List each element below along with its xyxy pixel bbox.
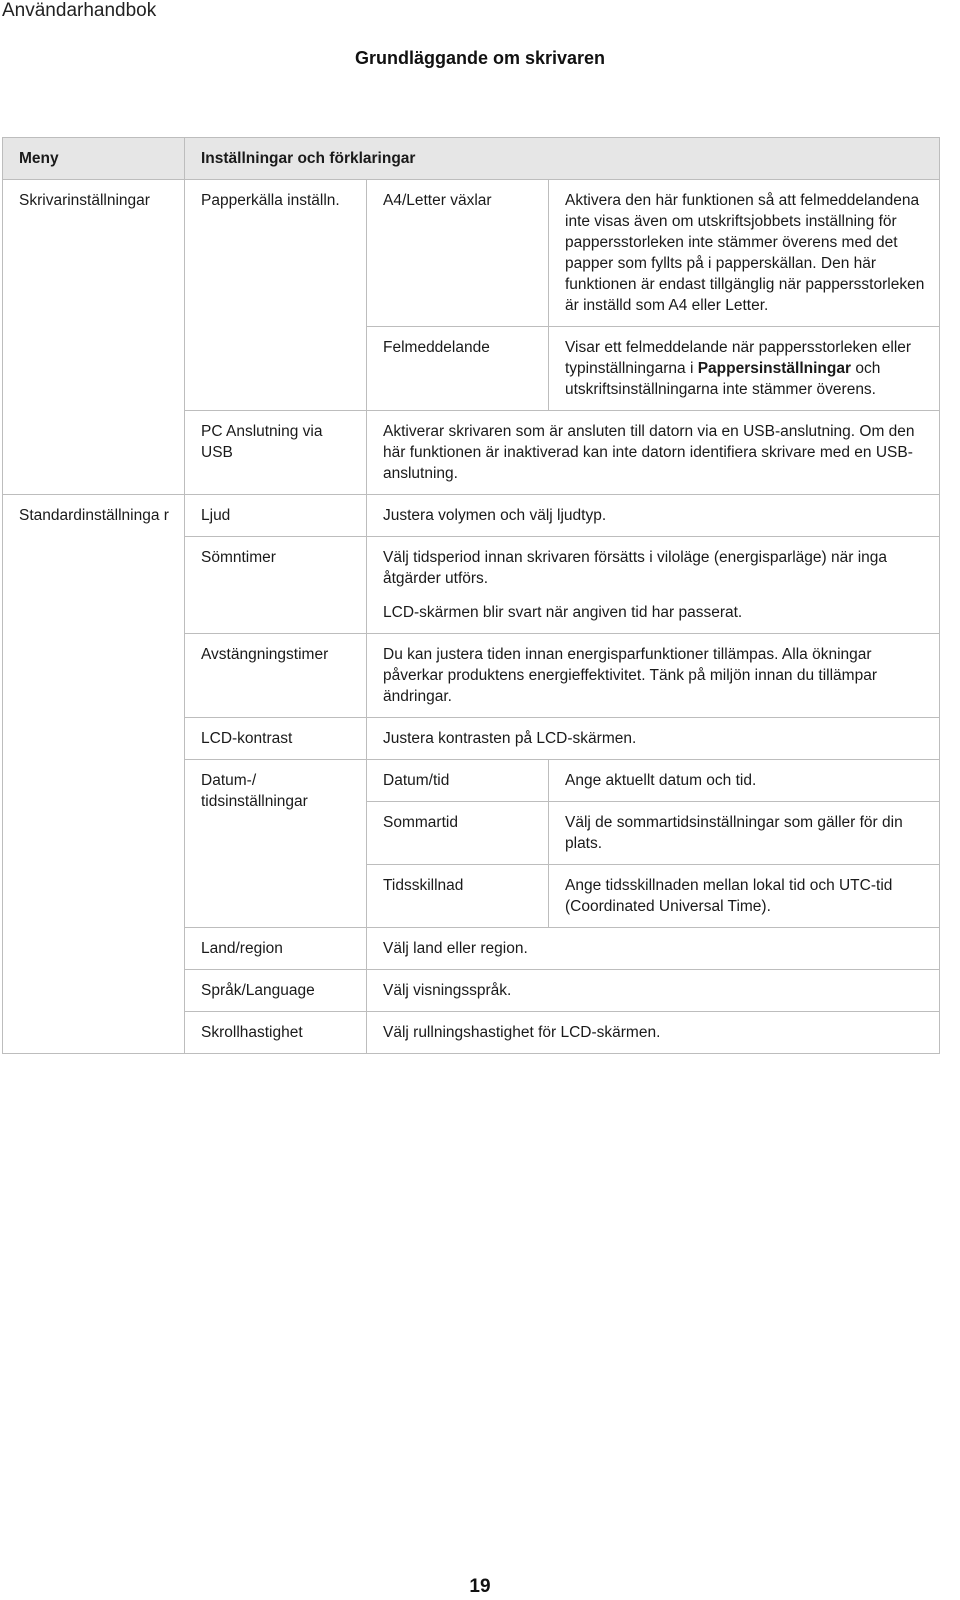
subsetting-datum-tid: Datum/tid: [367, 760, 549, 802]
menu-cell-skrivarinstallningar: Skrivarinställningar: [3, 180, 185, 495]
desc-datum-tid: Ange aktuellt datum och tid.: [549, 760, 940, 802]
table-row: [3, 495, 940, 537]
table-row: [3, 180, 940, 327]
desc-text: Välj tidsperiod innan skrivaren försätts i viloläge (energisparläge) när inga åtgärder utförs.: [383, 549, 888, 587]
setting-avstangningstimer: Avstängningstimer: [185, 634, 367, 718]
setting-skrollhastighet: Skrollhastighet: [185, 1012, 367, 1054]
desc-lcd-kontrast: Justera kontrasten på LCD-skärmen.: [367, 718, 940, 760]
desc-avstangningstimer: Du kan justera tiden innan energisparfunktioner tillämpas. Alla ökningar påverkar produktens energieffektivitet. Tänk på miljön innan du tillämpar ändringar.: [367, 634, 940, 718]
desc-ljud: Justera volymen och välj ljudtyp.: [367, 495, 940, 537]
desc-land-region: Välj land eller region.: [367, 928, 940, 970]
subsetting-a4-letter: A4/Letter växlar: [367, 180, 549, 327]
desc-text: Visar ett felmeddelande när pappersstorleken eller typinställningarna i: [565, 339, 912, 377]
section-title: Grundläggande om skrivaren: [354, 48, 606, 68]
setting-sprak-language: Språk/Language: [185, 970, 367, 1012]
setting-pc-anslutning: PC Anslutning via USB: [185, 411, 367, 495]
desc-pc-anslutning: Aktiverar skrivaren som är ansluten till datorn via en USB-anslutning. Om den här funktionen är inaktiverad kan inte datorn identifiera skrivare med en USB-anslutning.: [367, 411, 940, 495]
setting-ljud: Ljud: [185, 495, 367, 537]
setting-datum-tid: Datum-/ tidsinställningar: [185, 760, 367, 928]
settings-table: [2, 137, 940, 1054]
table-header-row: [3, 138, 940, 180]
subsetting-tidsskillnad: Tidsskillnad: [367, 865, 549, 928]
desc-somntimer: [367, 537, 940, 634]
desc-felmeddelande: [549, 327, 940, 411]
desc-text: LCD-skärmen blir svart när angiven tid har passerat.: [383, 604, 743, 621]
bold-term-pappersinstallningar: Pappersinställningar: [697, 360, 852, 377]
page-number: 19: [469, 1576, 491, 1597]
setting-somntimer: Sömntimer: [185, 537, 367, 634]
desc-a4-letter: Aktivera den här funktionen så att felmeddelandena inte visas även om utskriftsjobbets inställning för pappersstorleken inte stämmer överens med det papper som fyllts på i papperskällan. Den här funktionen är endast tillgänglig när pappersstorleken är inställd som A4 eller Letter.: [549, 180, 940, 327]
subsetting-sommartid: Sommartid: [367, 802, 549, 865]
menu-cell-standardinstallningar: Standardinställninga r: [3, 495, 185, 1054]
subsetting-felmeddelande: Felmeddelande: [367, 327, 549, 411]
desc-sommartid: Välj de sommartidsinställningar som gäller för din plats.: [549, 802, 940, 865]
setting-lcd-kontrast: LCD-kontrast: [185, 718, 367, 760]
desc-tidsskillnad: Ange tidsskillnaden mellan lokal tid och UTC-tid (Coordinated Universal Time).: [549, 865, 940, 928]
running-header: Användarhandbok: [2, 0, 157, 21]
desc-text: och utskriftsinställningarna inte stämmer överens.: [565, 360, 881, 398]
desc-skrollhastighet: Välj rullningshastighet för LCD-skärmen.: [367, 1012, 940, 1054]
setting-papperkalla: Papperkälla inställn.: [185, 180, 367, 411]
header-menu-cell: Meny: [3, 138, 185, 180]
desc-sprak-language: Välj visningsspråk.: [367, 970, 940, 1012]
header-settings-cell: Inställningar och förklaringar: [185, 138, 940, 180]
setting-land-region: Land/region: [185, 928, 367, 970]
